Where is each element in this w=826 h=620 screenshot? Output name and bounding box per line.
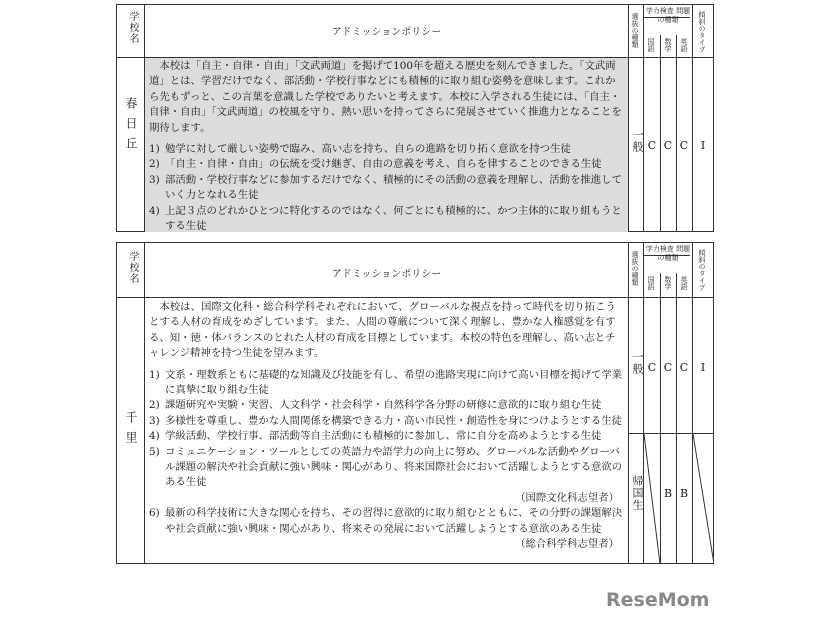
policy-item [149,506,625,552]
policy-item-number: 5) [149,445,160,458]
policy-item-number: 6) [149,507,160,520]
interview-type-value: I [700,361,706,374]
selection-type-header: 選抜の種類 [631,13,639,48]
math-header: 数学 [664,38,672,52]
admission-table-senri [116,242,714,564]
policy-item [149,173,625,204]
policy-item-text: 部活動・学校行事などに参加するだけでなく、積極的にその活動の意義を理解し、活動を推進していく力となれる生徒 [165,173,622,202]
english-header: 英語 [680,276,688,290]
policy-item [149,398,625,413]
policy-item-number: 2) [149,399,160,412]
school-name: 春日丘 [124,97,138,157]
policy-list [149,142,625,234]
grade-english: C [679,361,689,374]
policy-item-text: 文系・理数系ともに基礎的な知識及び技能を有し、希望の進路実現に向けて高い目標を掲げて学業に真摯に取り組む生徒 [165,368,623,397]
policy-item-text: コミュニケーション・ツールとしての英語力や語学力の向上に努め、グローバルな活動やグローバル課題の解決や社会貢献に強い興味・関心があり、将来国際社会において活躍しようとする意欲のある生徒 [165,445,623,489]
school-name-header: 学校名 [127,251,138,284]
policy-item-text: 最新の科学技術に大きな関心を持ち、その習得に意欲的に取り組むとともに、その分野の課題解決や社会貢献に強い興味・関心があり、将来その発展において活躍しようとする意欲のある生徒 [165,507,623,535]
policy-item-text: 多様性を尊重し、豊かな人間関係を構築できる力・高い市民性・創造性を身につけようとする生徒 [165,414,622,427]
admission-table-kasugaoka [116,4,714,232]
grade-japanese: C [647,361,657,374]
policy-item-number: 3) [149,173,160,186]
policy-header: アドミッションポリシー [331,269,442,280]
selection-general: 一般 [631,351,644,375]
policy-item-number: 3) [149,414,160,427]
returnee-grade-english: B [679,487,689,500]
grade-japanese: C [647,139,657,152]
grade-math: C [663,139,673,152]
policy-item-number: 1) [149,368,160,381]
not-applicable-japanese [644,434,660,564]
english-header: 英語 [680,38,688,52]
interview-type-header: 傾斜のタイプ [698,249,706,291]
policy-intro: 本校は、国際文化科・総合科学科それぞれにおいて、グローバルな視点を持って時代を切り拓こうとする人材の育成をめざしています。また、人間の尊厳について深く理解し、豊かな人権感覚を有する、知・徳・体バランスのとれた人材の育成を目標としています。本校の特色を理解し、高い志とチャレンジ精神を持つ生徒を望みます。 [149,301,616,360]
policy-item-note: （国際文化科志望者） [515,491,619,504]
policy-item-number: 2) [149,158,160,171]
policy-item-number: 4) [149,204,160,217]
math-header: 数学 [664,276,672,290]
policy-item [149,142,625,157]
policy-item [149,368,625,399]
policy-item-text: 学級活動、学校行事、部活動等自主活動にも積極的に参加し、常に自分を高めようとする生徒 [165,430,602,443]
policy-item-number: 1) [149,143,160,156]
policy-item-number: 4) [149,430,160,443]
interview-type-header: 傾斜のタイプ [698,11,706,53]
policy-intro: 本校は「自主・自律・自由」「文武両道」を掲げて100年を超える歴史を刻んできました。「文武両道」とは、学習だけでなく、部活動・学校行事などにも積極的に取り組む姿勢を意味します。これから先もずっと、この言葉を意識した学校でありたいと考えます。本校に入学される生徒には、「自主・自律・自由」「文武両道」の校風を守り、熱い思いを持ってさらに発展させていく推進力となることを期待します。 [149,60,622,134]
not-applicable-type [693,434,714,564]
policy-item-text: 勉学に対して厳しい姿勢で臨み、高い志を持ち、自らの進路を切り拓く意欲を持つ生徒 [165,143,571,156]
policy-item [149,445,625,507]
japanese-header: 国語 [647,38,655,52]
policy-item [149,157,625,172]
returnee-grade-math: B [663,487,673,500]
school-name-header: 学校名 [127,11,138,44]
policy-item-text: 上記３点のどれかひとつに特化するのではなく、何ごとにも積極的に、かつ主体的に取り組もうとする生徒 [165,204,622,233]
japanese-header: 国語 [647,276,655,290]
selection-returnee: 帰国生 [631,475,644,511]
policy-header: アドミッションポリシー [331,27,442,38]
exam-type-header: 学力検査 問題の種類 [645,245,691,262]
policy-item [149,204,625,235]
policy-text [149,59,625,234]
selection-general: 一般 [631,129,644,153]
logo-brand: ReseMom [606,589,710,611]
policy-item [149,414,625,429]
exam-type-header: 学力検査 問題の種類 [645,7,691,24]
policy-item-text: 「自主・自律・自由」の伝統を受け継ぎ、自由の意義を考え、自らを律することのできる生徒 [165,158,602,171]
policy-item [149,429,625,444]
school-name: 千里 [124,411,138,451]
policy-item-text: 課題研究や実験・実習、人文科学・社会科学・自然科学各分野の研修に意欲的に取り組む生徒 [165,399,602,412]
interview-type-value: I [700,139,706,152]
policy-item-note: （総合科学科志望者） [515,538,619,551]
grade-english: C [679,139,689,152]
grade-math: C [663,361,673,374]
policy-list [149,368,625,553]
selection-type-header: 選抜の種類 [631,251,639,286]
resemom-logo [606,589,709,611]
policy-text [149,300,625,553]
